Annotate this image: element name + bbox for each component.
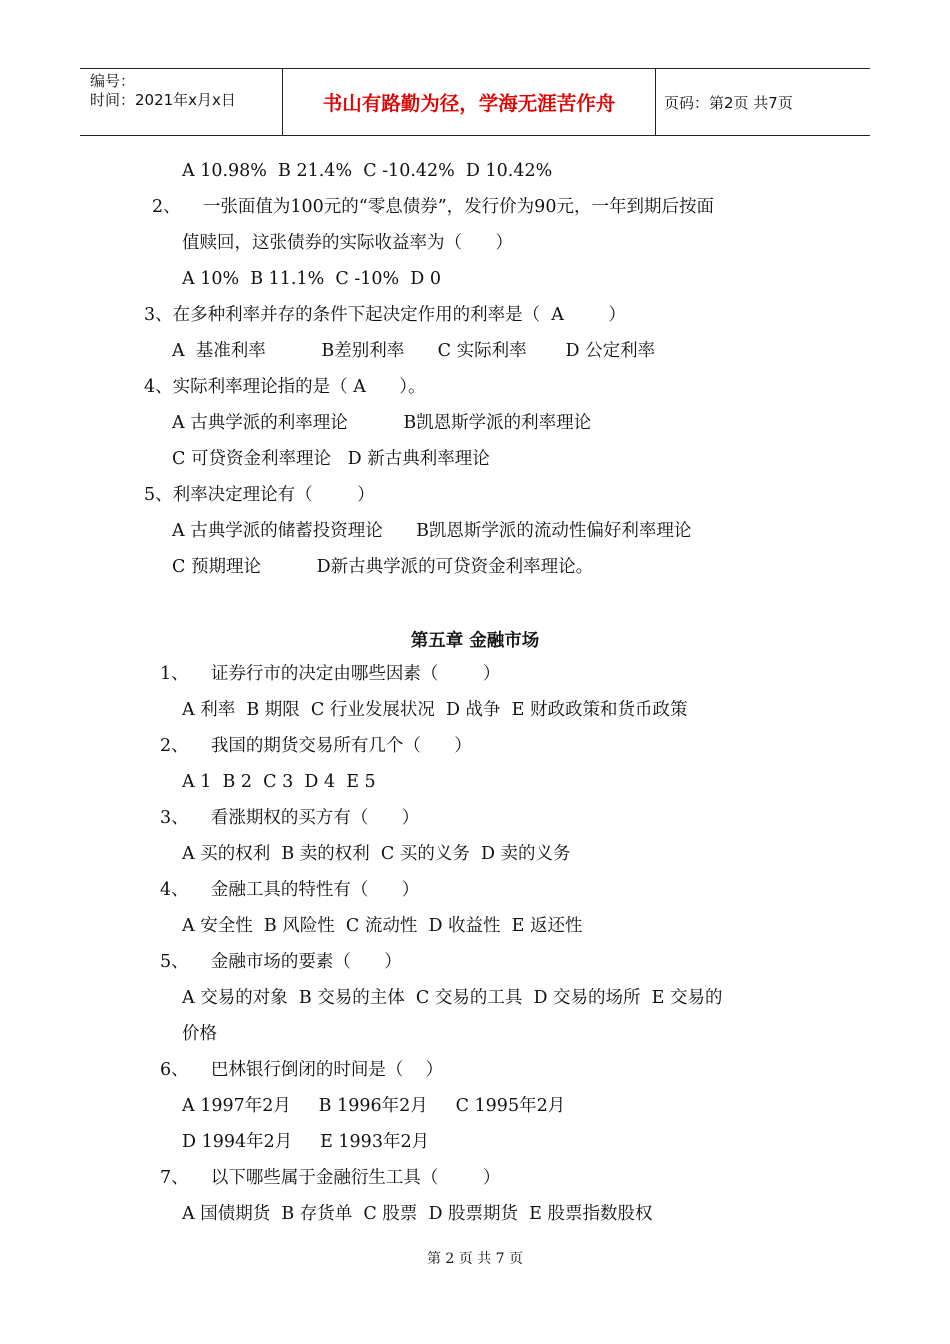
- question-line: 7、 以下哪些属于金融衍生工具（ ）: [160, 1168, 501, 1188]
- header-page-info: 页码：第2页 共7页: [664, 93, 793, 112]
- question-line: 4、实际利率理论指的是（ A ）。: [144, 377, 426, 397]
- question-option-line: A 安全性 B 风险性 C 流动性 D 收益性 E 返还性: [182, 916, 583, 936]
- chapter-title: 第五章 金融市场: [410, 631, 540, 651]
- header-motto: 书山有路勤为径，学海无涯苦作舟: [282, 69, 656, 135]
- question-line: 1、 证券行市的决定由哪些因素（ ）: [160, 664, 501, 684]
- question-line: 6、 巴林银行倒闭的时间是（ ）: [160, 1060, 444, 1080]
- question-option-line: A 1 B 2 C 3 D 4 E 5: [182, 772, 376, 792]
- question-option-line: A 国债期货 B 存货单 C 股票 D 股票期货 E 股票指数股权: [182, 1204, 653, 1224]
- question-option-line: A 10% B 11.1% C -10% D 0: [182, 269, 441, 289]
- question-line: 4、 金融工具的特性有（ ）: [160, 880, 420, 900]
- question-option-line: A 利率 B 期限 C 行业发展状况 D 战争 E 财政政策和货币政策: [182, 700, 688, 720]
- time-label: 时间：2021年x月x日: [90, 91, 236, 109]
- question-option-line: 价格: [182, 1024, 217, 1044]
- question-option-line: A 10.98% B 21.4% C -10.42% D 10.42%: [182, 161, 553, 181]
- question-line: 3、在多种利率并存的条件下起决定作用的利率是（ A ）: [144, 305, 626, 325]
- question-line: 3、 看涨期权的买方有（ ）: [160, 808, 420, 828]
- question-option-line: D 1994年2月 E 1993年2月: [182, 1132, 430, 1152]
- question-line: 5、 金融市场的要素（ ）: [160, 952, 402, 972]
- question-option-line: A 基准利率 B差别利率 C 实际利率 D 公定利率: [172, 341, 656, 361]
- question-option-line: A 1997年2月 B 1996年2月 C 1995年2月: [182, 1096, 566, 1116]
- number-label: 编号：: [90, 72, 136, 90]
- header-left: [80, 69, 282, 135]
- question-line: 5、利率决定理论有（ ）: [144, 485, 375, 505]
- page-footer: 第 2 页 共 7 页: [426, 1251, 524, 1267]
- question-option-line: C 预期理论 D新古典学派的可贷资金利率理论。: [172, 557, 594, 577]
- question-line: 2、 我国的期货交易所有几个（ ）: [160, 736, 472, 756]
- question-line: 2、 一张面值为100元的“零息债券”，发行价为90元，一年到期后按面: [152, 197, 714, 217]
- question-option-line: A 买的权利 B 卖的权利 C 买的义务 D 卖的义务: [182, 844, 571, 864]
- page-header: [80, 68, 870, 136]
- question-option-line: C 可贷资金利率理论 D 新古典利率理论: [172, 449, 490, 469]
- question-option-line: A 古典学派的利率理论 B凯恩斯学派的利率理论: [172, 413, 592, 433]
- question-option-line: A 交易的对象 B 交易的主体 C 交易的工具 D 交易的场所 E 交易的: [182, 988, 723, 1008]
- question-line: 值赎回，这张债券的实际收益率为（ ）: [182, 233, 513, 253]
- question-option-line: A 古典学派的储蓄投资理论 B凯恩斯学派的流动性偏好利率理论: [172, 521, 692, 541]
